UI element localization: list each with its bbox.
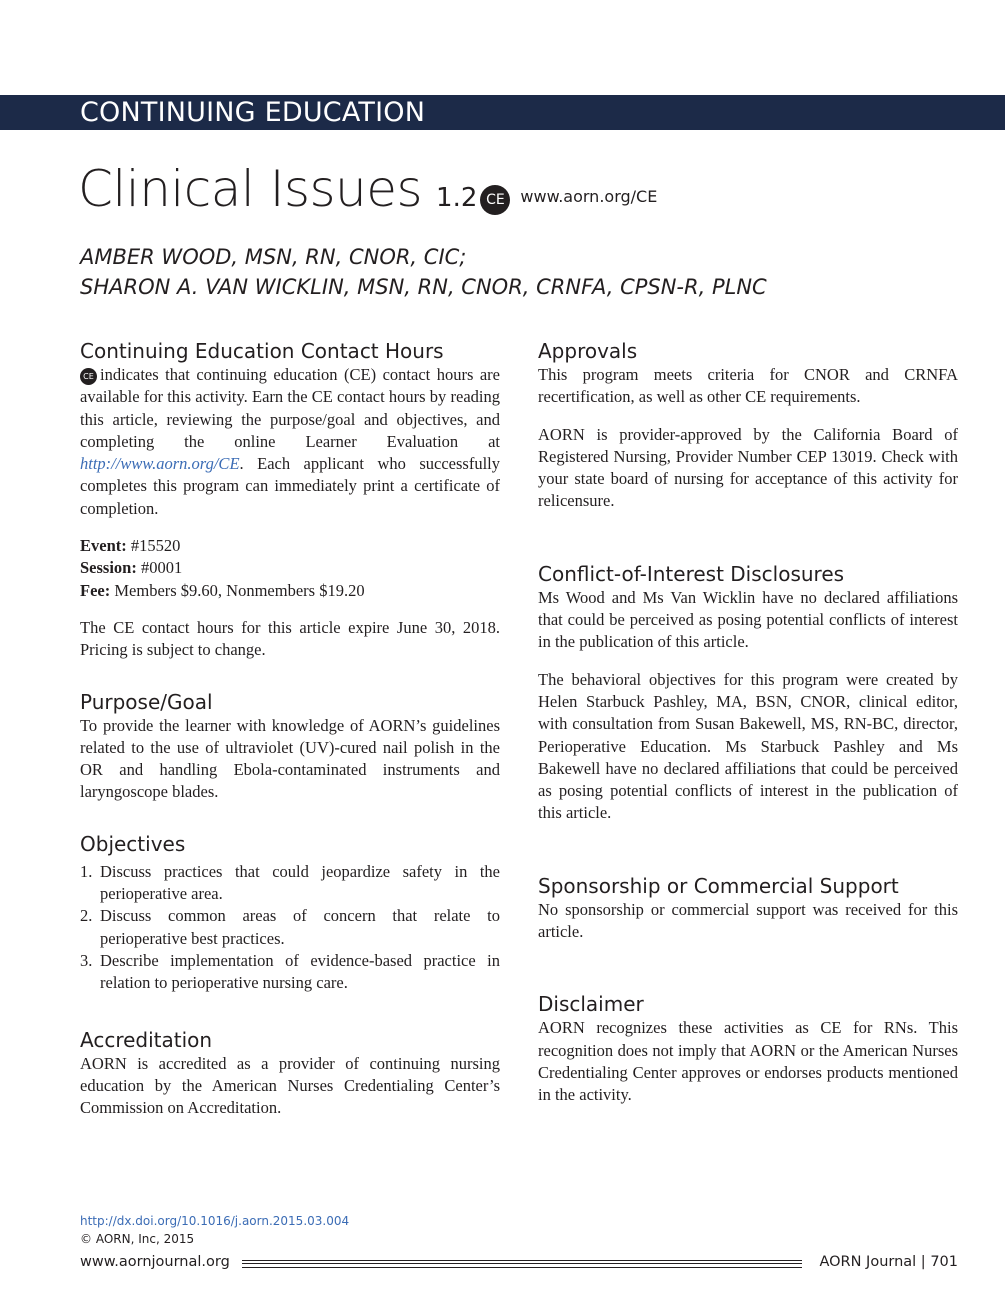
purpose-heading: Purpose/Goal: [80, 689, 213, 714]
event-value: #15520: [126, 536, 181, 556]
event-info: [80, 535, 500, 602]
list-item-number: 1.: [80, 861, 93, 881]
objectives-heading: Objectives: [80, 831, 186, 856]
session-label: Session:: [80, 558, 137, 578]
accreditation-heading: Accreditation: [80, 1027, 213, 1052]
list-item: [80, 950, 500, 995]
learner-evaluation-link[interactable]: http://www.aorn.org/CE: [80, 454, 240, 474]
fee-label: Fee:: [80, 580, 111, 600]
right-column: [538, 338, 958, 1107]
event-row: [80, 535, 500, 557]
conflict-text: The behavioral objectives for this program were created by Helen Starbuck Pashley, MA, BSN, CNOR, clinical editor, with consultation from Susan Bakewell, MS, RN-BC, director, Perioperative Education. Ms Starbuck Pashley and Ms Bakewell have no declared affiliations that could be perceived as posing potential conflicts of interest in the publication of this article.: [538, 669, 958, 823]
author-credentials: MSN, RN, CNOR, CRNFA, CPSN-R, PLNC: [350, 275, 767, 299]
expiry-text: The CE contact hours for this article expire June 30, 2018. Pricing is subject to change.: [80, 617, 500, 660]
fee-value: Members $9.60, Nonmembers $19.20: [110, 580, 365, 600]
list-item: [80, 861, 500, 906]
session-value: #0001: [136, 558, 183, 578]
session-row: [80, 557, 500, 579]
author-list: [80, 242, 767, 302]
list-item-text: Describe implementation of evidence-based practice in relation to perioperative nursing care.: [100, 950, 500, 993]
list-item-number: 3.: [80, 950, 93, 970]
approvals-heading: Approvals: [538, 339, 638, 363]
list-item-number: 2.: [80, 906, 93, 926]
conflict-heading: Conflict-of-Interest Disclosures: [538, 561, 845, 586]
sponsorship-text: No sponsorship or commercial support was received for this article.: [538, 899, 958, 942]
page-title: Clinical Issues: [78, 160, 423, 218]
section-banner: [0, 95, 1005, 130]
doi-link[interactable]: http://dx.doi.org/10.1016/j.aorn.2015.03.004: [80, 1214, 350, 1228]
journal-page-label: AORN Journal | 701: [819, 1254, 958, 1270]
fee-row: [80, 580, 500, 602]
event-label: Event:: [80, 536, 127, 556]
author-line: [80, 272, 767, 302]
contact-hours-text-a: indicates that continuing education (CE) contact hours are available for this activity. Earn the CE contact hours by reading this article, reviewing the purpose/goal and objectives, and completing the online Learner Evaluation at: [80, 365, 500, 451]
list-item-text: Discuss common areas of concern that relate to perioperative best practices.: [100, 906, 500, 948]
purpose-text: To provide the learner with knowledge of AORN’s guidelines related to the use of ultraviolet (UV)-cured nail polish in the OR and handling Ebola-contaminated instruments and laryngoscope blades.: [80, 715, 500, 802]
author-line: [80, 242, 767, 272]
approvals-text: This program meets criteria for CNOR and CRNFA recertification, as well as other CE requirements.: [538, 365, 958, 407]
disclaimer-text: AORN recognizes these activities as CE for RNs. This recognition does not imply that AORN or the American Nurses Credentialing Center approves or endorses products mentioned in the activity.: [538, 1018, 958, 1105]
ce-badge-icon: CE: [480, 185, 510, 215]
accreditation-text: AORN is accredited as a provider of continuing nursing education by the American Nurses Credentialing Center’s Commission on Accreditation.: [80, 1053, 500, 1118]
approvals-text: AORN is provider-approved by the California Board of Registered Nursing, Provider Number CEP 13019. Check with your state board of nursing for acceptance of this activity for relicensure.: [538, 424, 958, 511]
author-name: AMBER WOOD,: [80, 245, 239, 269]
footer-divider: [242, 1260, 802, 1268]
ce-credit: 1.2: [436, 183, 478, 213]
disclaimer-heading: Disclaimer: [538, 992, 644, 1017]
sponsorship-heading: Sponsorship or Commercial Support: [538, 873, 899, 898]
conflict-text: Ms Wood and Ms Van Wicklin have no declared affiliations that could be perceived as posing potential conflicts of interest in the publication of this article.: [538, 587, 958, 652]
page-footer: [80, 1254, 958, 1276]
contact-hours-text-b: . Each applicant who successfully completes this program can immediately print a certificate of completion.: [80, 454, 500, 518]
journal-site-link[interactable]: www.aornjournal.org: [80, 1254, 230, 1270]
contact-hours-heading: Continuing Education Contact Hours: [80, 339, 444, 363]
banner-label: CONTINUING EDUCATION: [80, 97, 426, 128]
contact-hours-text: [80, 364, 500, 520]
author-credentials: MSN, RN, CNOR, CIC;: [238, 245, 467, 269]
ce-badge-icon: CE: [80, 368, 97, 385]
page-number: 701: [930, 1254, 958, 1270]
copyright: © AORN, Inc, 2015: [80, 1232, 195, 1246]
list-item: [80, 905, 500, 950]
left-column: [80, 338, 500, 1119]
list-item-text: Discuss practices that could jeopardize safety in the perioperative area.: [100, 861, 500, 904]
article-title-row: [78, 160, 657, 230]
journal-name: AORN Journal: [819, 1254, 917, 1270]
objectives-list: [80, 861, 500, 995]
author-name: SHARON A. VAN WICKLIN,: [80, 275, 351, 299]
ce-url-link[interactable]: www.aorn.org/CE: [520, 187, 658, 206]
